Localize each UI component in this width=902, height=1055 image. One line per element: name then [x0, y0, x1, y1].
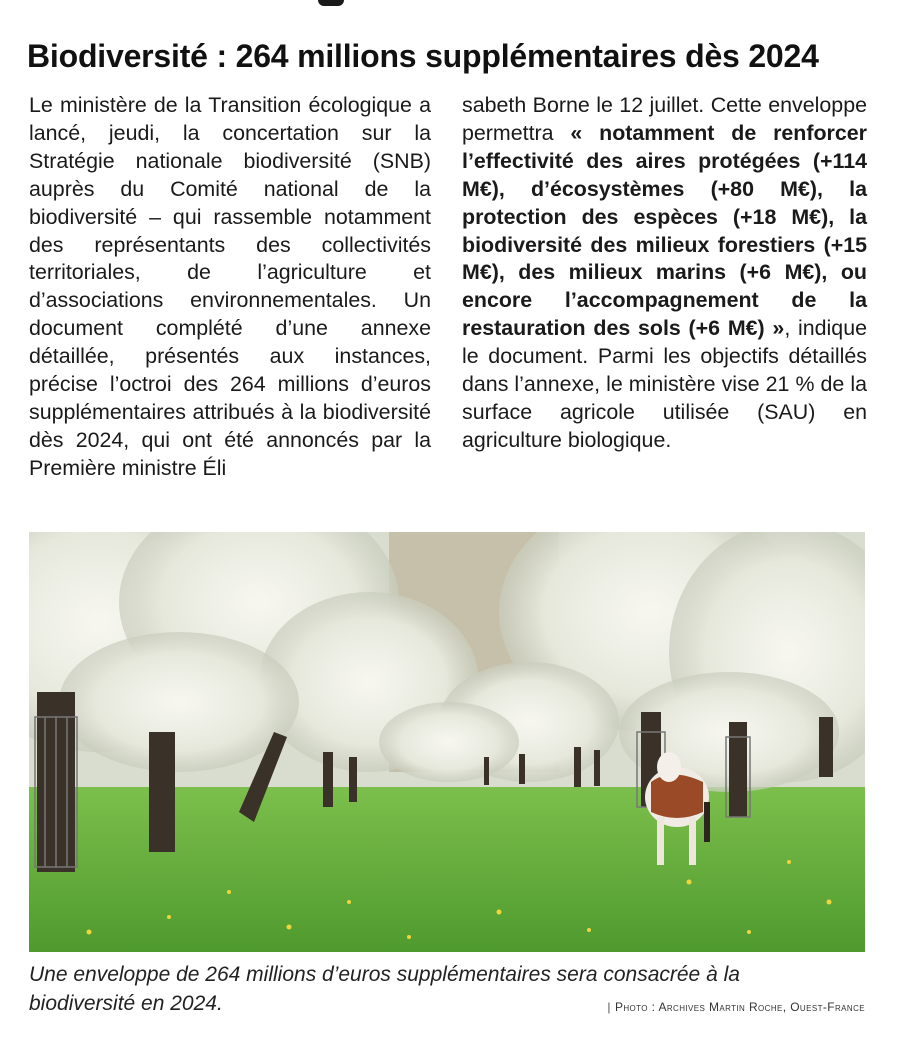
credit-text: Photo : Archives Martin Roche, Ouest-France — [614, 1000, 865, 1014]
orchard-photo — [29, 532, 865, 952]
photo-credit — [607, 1000, 865, 1014]
right-column-ending: , indique le document. Parmi les objectifs détaillés dans l’annexe, le ministère vise 21 % de la surface agricole utilisée (SAU) en agriculture biologique. — [462, 316, 867, 452]
right-column-intro: sabeth Borne le 12 juillet. Cette enveloppe permettra — [462, 93, 867, 145]
article-headline: Biodiversité : 264 millions supplémentaires dès 2024 — [27, 38, 819, 74]
photo-caption: Une enveloppe de 264 millions d’euros supplémentaires sera consacrée à la biodiversité en 2024. — [29, 963, 740, 1015]
right-column-paragraph — [462, 92, 867, 455]
credit-separator: | — [607, 1000, 611, 1014]
article-column-right — [462, 92, 867, 455]
left-column-text: Le ministère de la Transition écologique a lancé, jeudi, la concertation sur la Stratégie nationale biodiversité (SNB) auprès du Comité national de la biodiversité – qui rassemble notamment des représentants des collectivités territoriales, de l’agriculture et d’associations environnementales. Un document complété d’une annexe détaillée, présentés aux instances, précise l’octroi des 264 millions d’euros supplémentaires attribués à la biodiversité dès 2024, qui ont été annoncés par la Première ministre Éli — [29, 93, 431, 480]
article-column-left — [29, 92, 431, 483]
quoted-funding-breakdown: « notamment de renforcer l’effectivité des aires protégées (+114 M€), d’écosystèmes (+80 M€), la protection des espèces (+18 M€), la biodiversité des milieux forestiers (+15 M€), des milieux marins (+6 M€), ou encore l’accompagnement de la restauration des sols (+6 M€) » — [462, 120, 867, 341]
top-edge-mark — [318, 0, 344, 6]
